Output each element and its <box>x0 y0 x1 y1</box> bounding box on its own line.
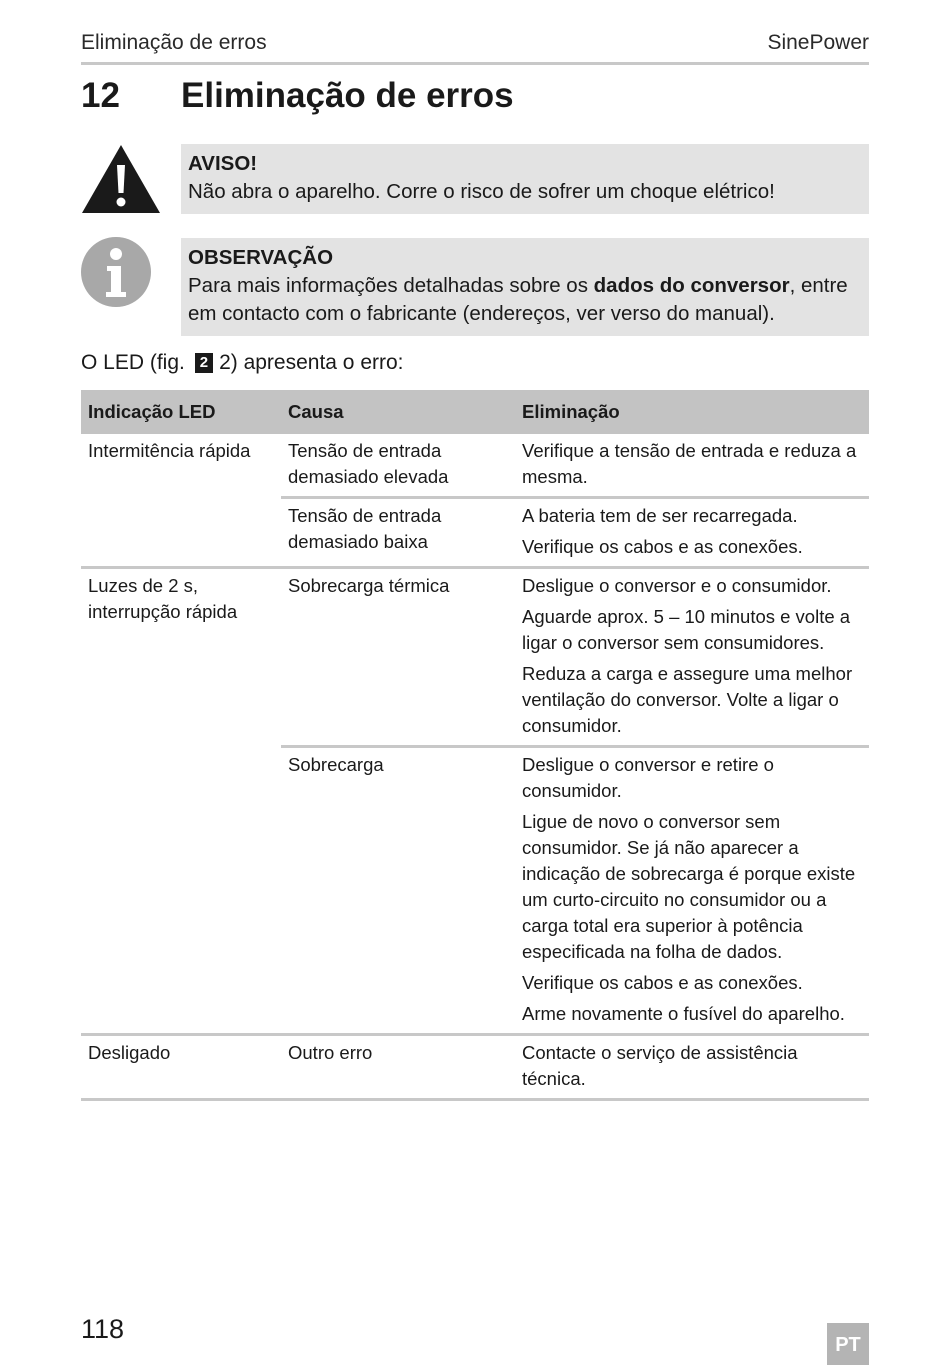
led-indication-cell: Luzes de 2 s, interrupção rápida <box>81 568 281 1035</box>
info-text-bold: dados do conversor <box>593 274 790 297</box>
remedy-cell <box>515 568 869 747</box>
warning-heading: AVISO! <box>188 152 258 175</box>
remedy-cell <box>515 498 869 568</box>
remedy-cell <box>515 434 869 498</box>
page-number: 118 <box>81 1314 125 1344</box>
info-text <box>188 272 862 328</box>
cause-cell: Sobrecarga <box>281 747 515 1035</box>
info-text-before: Para mais informações detalhadas sobre os <box>188 274 594 297</box>
remedy-cell <box>515 747 869 1035</box>
intro-text-after: 2) apresenta o erro: <box>219 351 404 374</box>
table-row <box>81 434 869 498</box>
cause-cell: Sobrecarga térmica <box>281 568 515 747</box>
warning-triangle-icon <box>80 143 162 215</box>
chapter-heading <box>81 76 869 124</box>
info-notice <box>181 238 869 336</box>
troubleshooting-table <box>81 390 869 1101</box>
remedy-step: Verifique os cabos e as conexões. <box>522 536 803 557</box>
remedy-step: Verifique os cabos e as conexões. <box>522 972 803 993</box>
remedy-step: Arme novamente o fusível do aparelho. <box>522 1003 845 1024</box>
table-row <box>81 568 869 747</box>
remedy-step: Aguarde aprox. 5 – 10 minutos e volte a ligar o conversor sem consumidores. <box>522 606 851 653</box>
warning-text: Não abra o aparelho. Corre o risco de sofrer um choque elétrico! <box>188 180 775 203</box>
remedy-step: Contacte o serviço de assistência técnica. <box>522 1042 798 1089</box>
language-badge: PT <box>827 1323 869 1365</box>
led-indication-cell: Desligado <box>81 1035 281 1100</box>
info-heading: OBSERVAÇÃO <box>188 246 334 269</box>
intro-text-before: O LED (fig. <box>81 351 185 374</box>
header-section-title: Eliminação de erros <box>81 31 267 54</box>
cause-cell: Tensão de entrada demasiado baixa <box>281 498 515 568</box>
table-row <box>81 1035 869 1100</box>
table-header-row <box>81 390 869 434</box>
warning-notice <box>181 144 869 214</box>
running-header <box>81 30 869 65</box>
remedy-step: A bateria tem de ser recarregada. <box>522 505 798 526</box>
remedy-step: Desligue o conversor e retire o consumidor. <box>522 754 774 801</box>
remedy-step: Ligue de novo o conversor sem consumidor. Se já não aparecer a indicação de sobrecarga é porque existe um curto-circuito no consumidor ou a carga total era superior à potência especificada na folha de dados. <box>522 811 856 962</box>
chapter-number: 12 <box>81 76 120 115</box>
info-circle-icon <box>81 237 151 307</box>
cause-cell: Tensão de entrada demasiado elevada <box>288 440 449 487</box>
column-header-cause: Causa <box>281 390 515 434</box>
header-product-name: SinePower <box>767 31 869 54</box>
remedy-cell <box>515 1035 869 1100</box>
figure-number-badge: 2 <box>195 353 213 373</box>
led-indication-cell: Intermitência rápida <box>88 440 251 461</box>
remedy-step: Verifique a tensão de entrada e reduza a mesma. <box>522 440 857 487</box>
column-header-led: Indicação LED <box>81 390 281 434</box>
remedy-step: Reduza a carga e assegure uma melhor ventilação do conversor. Volte a ligar o consumidor. <box>522 663 853 736</box>
chapter-title: Eliminação de erros <box>181 76 514 115</box>
remedy-step: Desligue o conversor e o consumidor. <box>522 575 832 596</box>
column-header-remedy: Eliminação <box>515 390 869 434</box>
info-text-after: , entre em contacto com o fabricante (endereços, ver verso do manual). <box>188 274 848 325</box>
intro-sentence <box>81 351 404 375</box>
cause-cell: Outro erro <box>281 1035 515 1100</box>
